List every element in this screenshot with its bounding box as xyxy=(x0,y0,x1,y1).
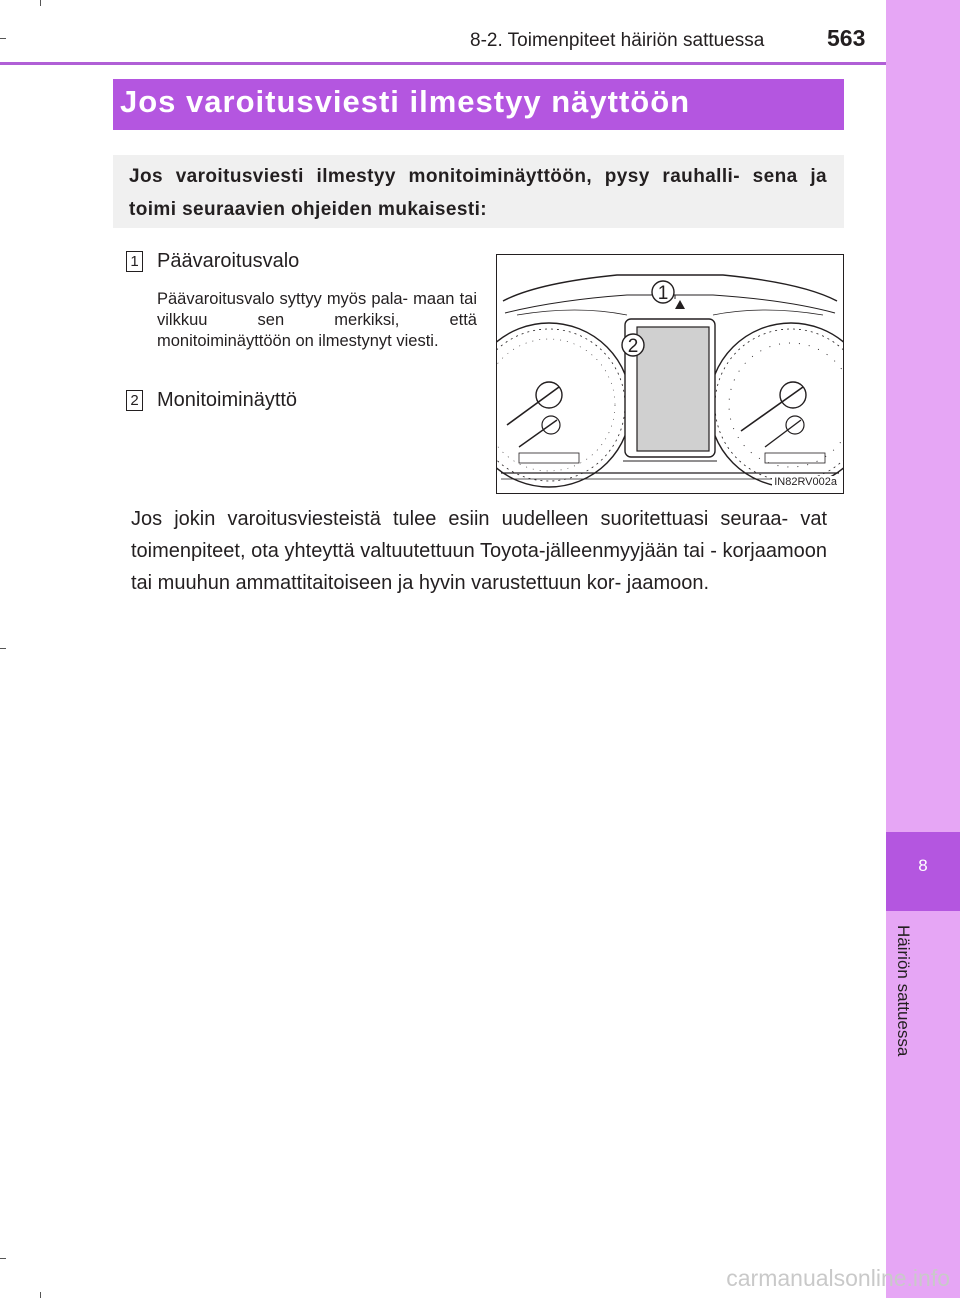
item-description-1: Päävaroitusvalo syttyy myös pala- maan tai vilkkuu sen merkiksi, että monitoiminäyttöön on ilmestynyt viesti. xyxy=(157,290,477,350)
speedometer-gauge xyxy=(497,323,631,487)
multi-information-display xyxy=(637,327,709,451)
intro-text: Jos varoitusviesti ilmestyy monitoiminäyttöön, pysy rauhalli- sena ja toimi seuraavien ohjeiden mukaisesti: xyxy=(129,166,827,220)
figure-code: IN82RV002a xyxy=(774,476,837,488)
crop-mark xyxy=(40,1292,41,1298)
crop-mark xyxy=(40,0,41,6)
page-title: Jos varoitusviesti ilmestyy näyttöön xyxy=(120,84,691,119)
item-label-1: Päävaroitusvalo xyxy=(157,250,300,272)
page-number: 563 xyxy=(827,25,866,51)
instrument-cluster-illustration xyxy=(497,255,843,493)
item-number-2: 2 xyxy=(126,390,143,411)
instrument-cluster-figure xyxy=(496,254,844,494)
side-tab xyxy=(886,0,960,1298)
tachometer-gauge xyxy=(709,323,843,487)
chapter-title: Häiriön sattuessa xyxy=(894,925,913,1057)
callout-2-label: 2 xyxy=(627,336,639,357)
crop-mark xyxy=(0,648,6,649)
crop-mark xyxy=(0,38,6,39)
master-warning-light xyxy=(675,300,685,309)
item-label-2: Monitoiminäyttö xyxy=(157,389,298,411)
section-label: 8-2. Toimenpiteet häiriön sattuessa xyxy=(470,30,765,51)
item-number-1: 1 xyxy=(126,251,143,272)
body-paragraph: Jos jokin varoitusviesteistä tulee esiin uudelleen suoritettuasi seuraa- vat toimenpiteet, ota yhteyttä valtuutettuun Toyota-jälleenmyyjään tai - korjaamoon tai muuhun ammattitaitoiseen ja hyvin varustettuun kor- jaamoon. xyxy=(131,508,827,594)
header-rule xyxy=(0,62,886,65)
watermark: carmanualsonline.info xyxy=(726,1265,950,1291)
callout-1-label: 1 xyxy=(657,283,669,304)
chapter-number: 8 xyxy=(918,856,928,875)
crop-mark xyxy=(0,1258,6,1259)
